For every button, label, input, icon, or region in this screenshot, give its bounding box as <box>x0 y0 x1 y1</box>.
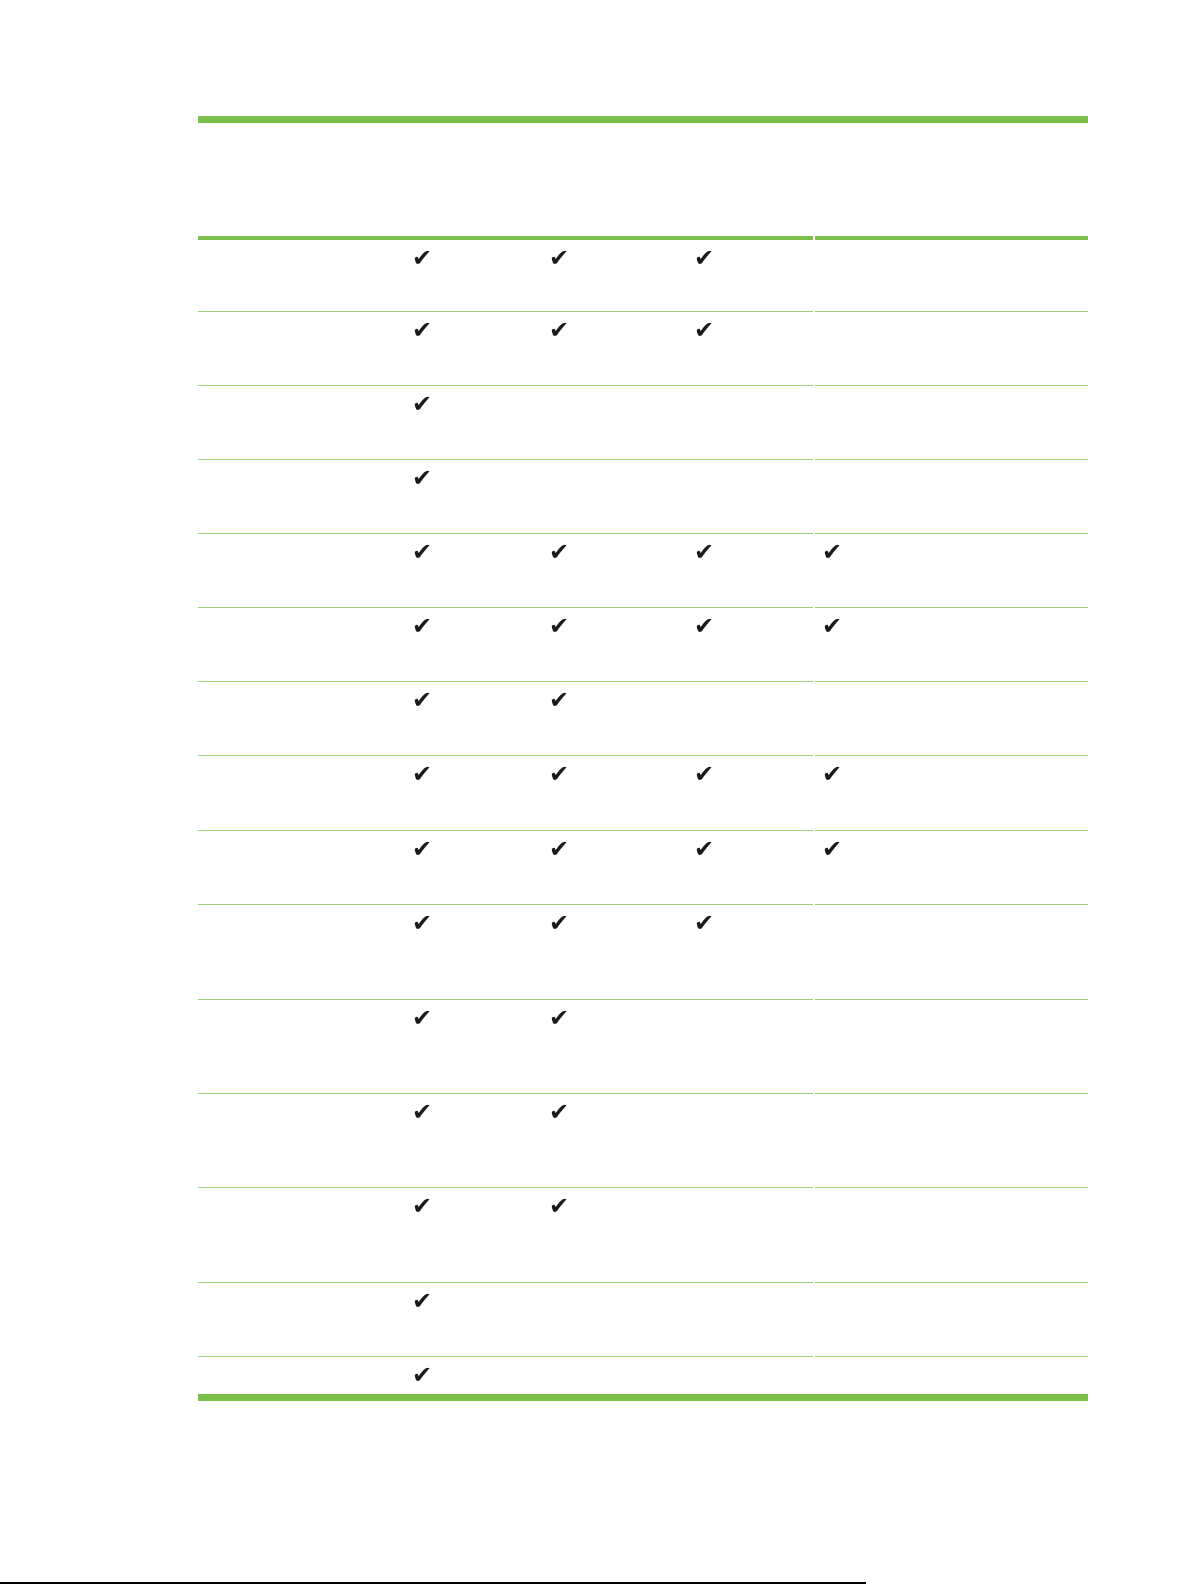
row-separator <box>198 830 1088 831</box>
row-separator <box>198 533 1088 534</box>
check-icon: ✔ <box>412 538 433 566</box>
check-icon: ✔ <box>694 760 715 788</box>
row-separator <box>198 1356 1088 1357</box>
row-separator <box>198 1093 1088 1094</box>
check-icon: ✔ <box>694 909 715 937</box>
check-icon: ✔ <box>549 316 570 344</box>
row-separator <box>198 681 1088 682</box>
row-separator <box>198 755 1088 756</box>
table-header-rule <box>198 236 1088 240</box>
check-icon: ✔ <box>822 760 843 788</box>
row-separator <box>198 459 1088 460</box>
check-icon: ✔ <box>549 1098 570 1126</box>
check-icon: ✔ <box>549 244 570 272</box>
table-bottom-rule <box>198 1394 1088 1401</box>
check-icon: ✔ <box>549 909 570 937</box>
row-separator <box>198 1282 1088 1283</box>
check-icon: ✔ <box>412 244 433 272</box>
check-icon: ✔ <box>549 760 570 788</box>
check-icon: ✔ <box>694 316 715 344</box>
check-icon: ✔ <box>822 612 843 640</box>
check-icon: ✔ <box>549 538 570 566</box>
row-separator <box>198 1187 1088 1188</box>
check-icon: ✔ <box>412 464 433 492</box>
check-icon: ✔ <box>412 760 433 788</box>
row-separator <box>198 311 1088 312</box>
check-icon: ✔ <box>412 612 433 640</box>
column-gap <box>813 236 815 1394</box>
check-icon: ✔ <box>412 316 433 344</box>
check-icon: ✔ <box>549 1192 570 1220</box>
check-icon: ✔ <box>412 1004 433 1032</box>
check-icon: ✔ <box>822 835 843 863</box>
check-icon: ✔ <box>412 390 433 418</box>
check-icon: ✔ <box>412 1192 433 1220</box>
check-icon: ✔ <box>412 909 433 937</box>
row-separator <box>198 385 1088 386</box>
check-icon: ✔ <box>694 538 715 566</box>
table-top-rule <box>198 116 1088 123</box>
check-icon: ✔ <box>549 1004 570 1032</box>
check-icon: ✔ <box>412 1287 433 1315</box>
check-icon: ✔ <box>694 612 715 640</box>
footer-rule <box>0 1582 866 1584</box>
row-separator <box>198 904 1088 905</box>
check-icon: ✔ <box>549 835 570 863</box>
check-icon: ✔ <box>412 835 433 863</box>
check-icon: ✔ <box>412 1098 433 1126</box>
check-icon: ✔ <box>694 244 715 272</box>
check-icon: ✔ <box>549 686 570 714</box>
check-icon: ✔ <box>412 686 433 714</box>
check-icon: ✔ <box>822 538 843 566</box>
check-icon: ✔ <box>412 1361 433 1389</box>
row-separator <box>198 999 1088 1000</box>
check-icon: ✔ <box>694 835 715 863</box>
row-separator <box>198 607 1088 608</box>
check-icon: ✔ <box>549 612 570 640</box>
